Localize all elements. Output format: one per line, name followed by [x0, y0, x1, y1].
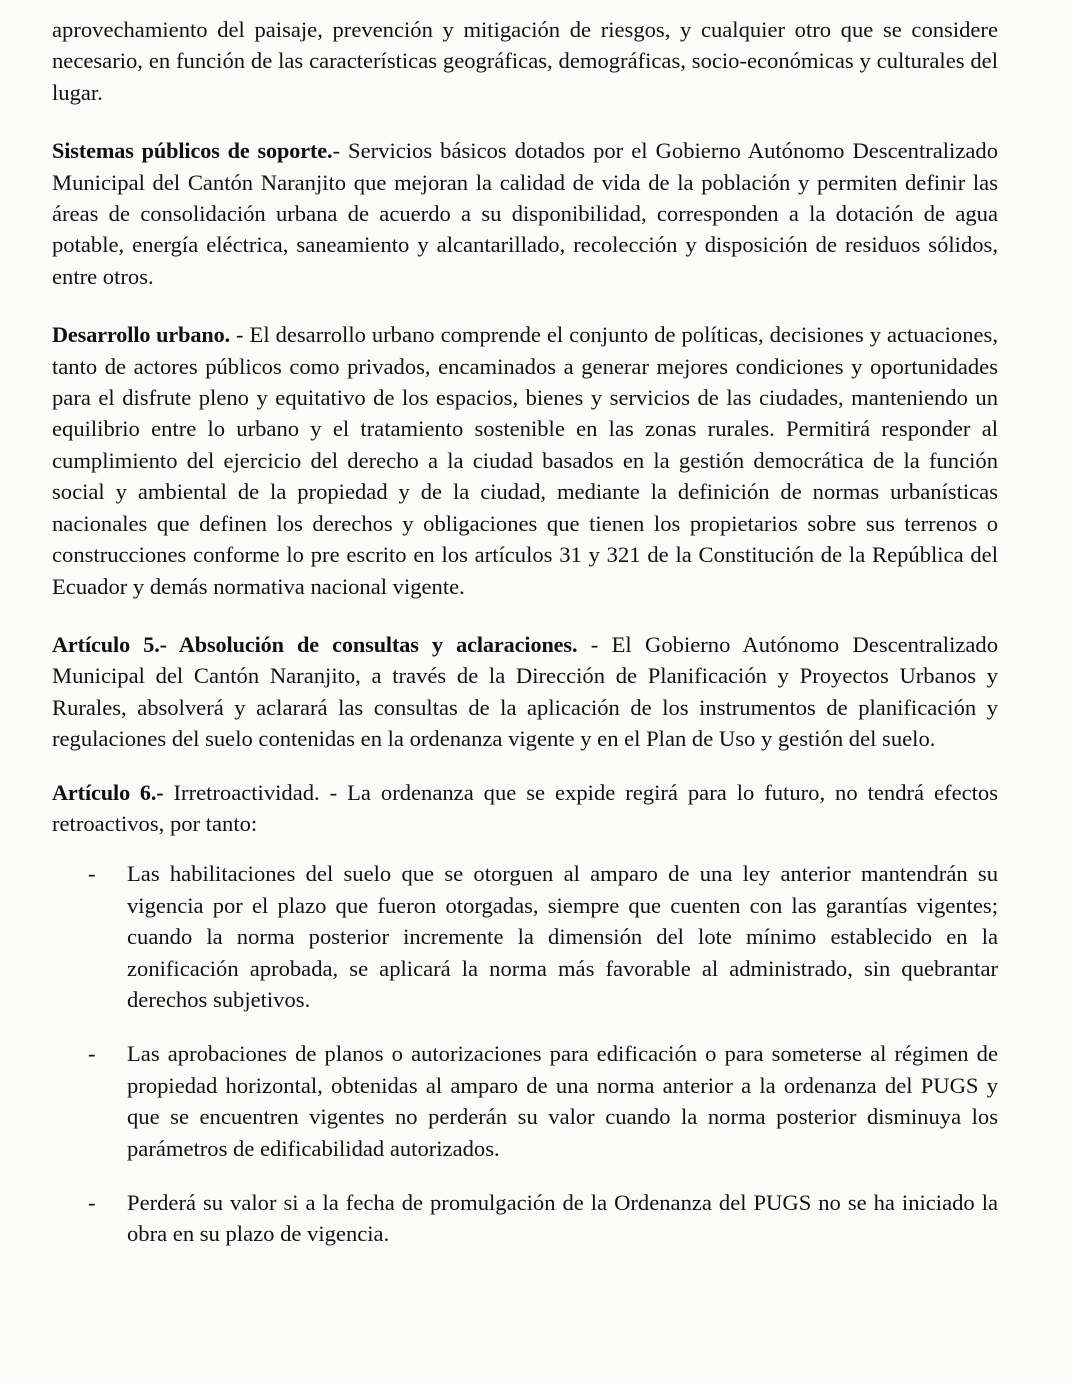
list-item-text: Perderá su valor si a la fecha de promulgación de la Ordenanza del PUGS no se ha iniciado la obra en su plazo de vigencia. — [127, 1190, 998, 1247]
list-item-text: Las habilitaciones del suelo que se otorguen al amparo de una ley anterior mantendrán su vigencia por el plazo que fueron otorgadas, siempre que cuenten con las garantías vigentes; cuando la norma posterior incremente la dimensión del lote mínimo establecido en la zonificación aprobada, se aplicará la norma más favorable al administrado, sin quebrantar derechos subjetivos. — [127, 861, 998, 1012]
desarrollo-term: Desarrollo urbano. — [52, 322, 231, 348]
list-item-text: Las aprobaciones de planos o autorizaciones para edificación o para someterse al régimen de propiedad horizontal, obtenidas al amparo de una norma anterior a la ordenanza del PUGS y que se encuentren vigentes no perderán su valor cuando la norma posterior disminuya los parámetros de edificabilidad autorizados. — [127, 1041, 998, 1161]
articulo6-term: Artículo 6.- — [52, 779, 164, 805]
intro-text: aprovechamiento del paisaje, prevención y mitigación de riesgos, y cualquier otro que se considere necesario, en función de las características geográficas, demográficas, socio-económicas y culturales del lugar. — [52, 17, 998, 105]
dash-marker: - — [88, 861, 96, 887]
dash-marker: - — [88, 1190, 96, 1215]
desarrollo-text: - El desarrollo urbano comprende el conjunto de políticas, decisiones y actuaciones, tanto de actores públicos como privados, encaminados a generar mejores condiciones y oportunidades para el disfrute pleno y equitativo de los espacios, bienes y servicios de las ciudades, manteniendo un equilibrio entre lo urbano y el tratamiento sostenible en las zonas rurales. Permitirá responder al cumplimiento del ejercicio del derecho a la ciudad basados en la gestión democrática de la función social y ambiental de la propiedad y de la ciudad, mediante la definición de normas urbanísticas nacionales que definen los derechos y obligaciones que tienen los propietarios sobre sus terrenos o construcciones conforme lo pre escrito en los artículos 31 y 321 de la Constitución de la República del Ecuador y demás normativa nacional vigente. — [52, 322, 998, 599]
list-item — [52, 1187, 998, 1250]
sistemas-text: - Servicios básicos dotados por el Gobierno Autónomo Descentralizado Municipal del Cantón Naranjito que mejoran la calidad de vida de la población y permiten definir las áreas de consolidación urbana de acuerdo a su disponibilidad, corresponden a la dotación de agua potable, energía eléctrica, saneamiento y alcantarillado, recolección y disposición de residuos sólidos, entre otros. — [52, 138, 998, 289]
list-item — [52, 858, 998, 1015]
articulo5-term: Artículo 5.- Absolución de consultas y aclaraciones. — [52, 631, 578, 657]
articulo6-text: Irretroactividad. - La ordenanza que se expide regirá para lo futuro, no tendrá efectos retroactivos, por tanto: — [52, 779, 998, 836]
sistemas-term: Sistemas públicos de soporte. — [52, 138, 333, 164]
irretroactividad-list — [52, 858, 998, 1249]
dash-marker: - — [88, 1041, 96, 1067]
articulo5-paragraph — [52, 629, 998, 755]
articulo6-paragraph — [52, 777, 998, 840]
document-page — [52, 14, 998, 1273]
intro-paragraph — [52, 14, 998, 108]
articulo5-text: - El Gobierno Autónomo Descentralizado Municipal del Cantón Naranjito, a través de la Dirección de Planificación y Proyectos Urbanos y Rurales, absolverá y aclarará las consultas de la aplicación de los instrumentos de planificación y regulaciones del suelo contenidas en la ordenanza vigente y en el Plan de Uso y gestión del suelo. — [52, 631, 999, 752]
list-item — [52, 1038, 998, 1164]
sistemas-paragraph — [52, 135, 998, 292]
desarrollo-paragraph — [52, 319, 998, 602]
